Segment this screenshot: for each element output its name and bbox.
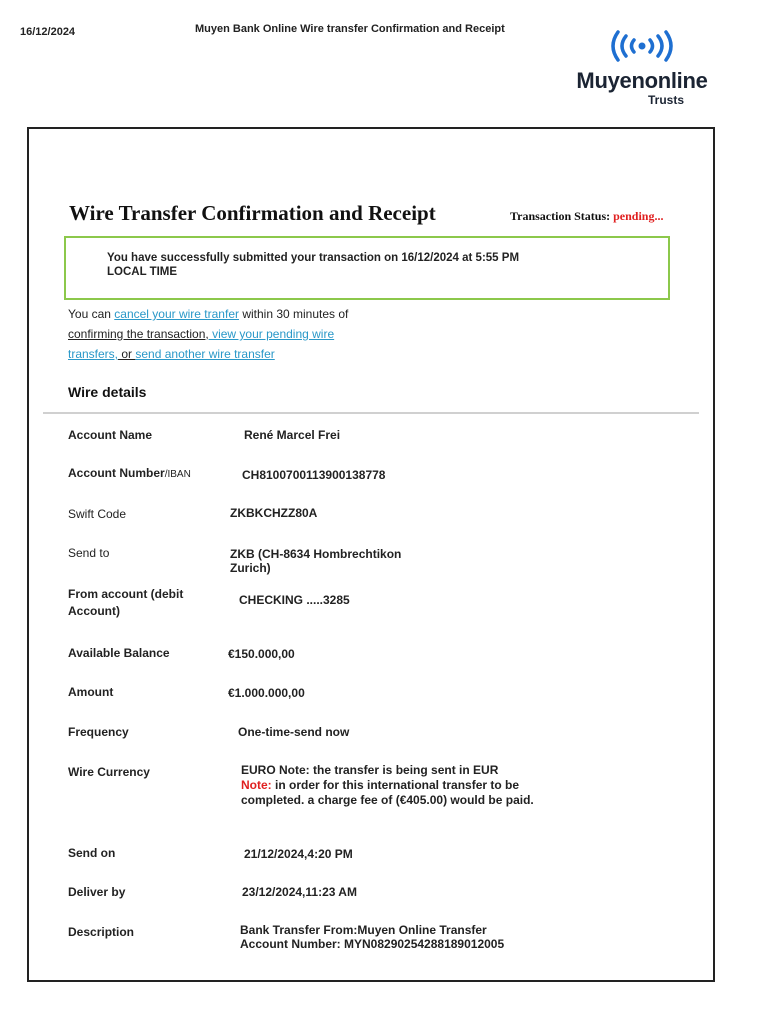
deliver-by-value: 23/12/2024,11:23 AM (242, 885, 357, 899)
detail-label: Description (68, 925, 135, 939)
detail-label: Available Balance (68, 646, 170, 660)
description-value: Bank Transfer From:Muyen Online Transfer Account Number: MYN08290254288189012005 (240, 923, 505, 951)
links-text: You can (68, 307, 115, 321)
success-message-line2: LOCAL TIME (107, 266, 178, 278)
account-name-value: René Marcel Frei (244, 428, 341, 442)
amount-value: €1.000.000,00 (228, 686, 305, 700)
wire-details-heading: Wire details (68, 384, 147, 400)
success-message-box (64, 236, 670, 300)
links-text: or (118, 347, 136, 361)
links-text: within 30 minutes of (238, 307, 349, 321)
links-text: confirming the transaction, (68, 327, 209, 341)
wave-logo-icon (602, 26, 682, 66)
send-to-value: ZKB (CH-8634 Hombrechtikon Zurich) (230, 547, 402, 575)
document-date: 16/12/2024 (20, 26, 76, 38)
note-label: Note: (241, 778, 272, 792)
cancel-transfer-link[interactable]: cancel your wire tranfer (114, 307, 239, 321)
detail-label: Frequency (68, 725, 129, 739)
detail-label: Send on (68, 846, 116, 860)
detail-label: Amount (68, 685, 114, 699)
document-header-title: Muyen Bank Online Wire transfer Confirmation and Receipt (195, 23, 505, 35)
view-pending-transfers-link-cont[interactable]: transfers, (68, 347, 119, 361)
swift-code-value: ZKBKCHZZ80A (230, 506, 318, 520)
status-badge: pending... (613, 209, 664, 223)
detail-label: Swift Code (68, 507, 127, 521)
success-message-line1: You have successfully submitted your transaction on 16/12/2024 at 5:55 PM (107, 252, 520, 264)
detail-label: Deliver by (68, 885, 126, 899)
receipt-title: Wire Transfer Confirmation and Receipt (69, 201, 436, 225)
action-links (68, 304, 408, 364)
frequency-value: One-time-send now (238, 725, 350, 739)
wire-currency-value: EURO Note: the transfer is being sent in EUR Note: in order for this international transfer to be completed. a charge fee of (€405.00) would be paid. (241, 763, 534, 807)
logo-subtitle: Trusts (647, 93, 684, 107)
divider (43, 412, 699, 414)
transaction-status (510, 209, 663, 224)
from-account-value: CHECKING .....3285 (239, 593, 350, 607)
detail-label: Account Number/IBAN (68, 466, 191, 480)
logo-name: Muyenonline (576, 68, 708, 93)
view-pending-transfers-link[interactable]: view your pending wire (208, 327, 335, 341)
receipt-frame (27, 127, 715, 982)
detail-label: Wire Currency (68, 765, 150, 779)
detail-label: From account (debit Account) (68, 587, 184, 618)
detail-label: Send to (68, 546, 110, 560)
status-label: Transaction Status: (510, 209, 611, 223)
send-another-transfer-link[interactable]: send another wire transfer (135, 347, 275, 361)
account-number-value: CH8100700113900138778 (242, 468, 386, 482)
bank-logo (562, 26, 722, 126)
detail-label: Account Name (68, 428, 153, 442)
send-on-value: 21/12/2024,4:20 PM (244, 847, 353, 861)
available-balance-value: €150.000,00 (228, 647, 295, 661)
